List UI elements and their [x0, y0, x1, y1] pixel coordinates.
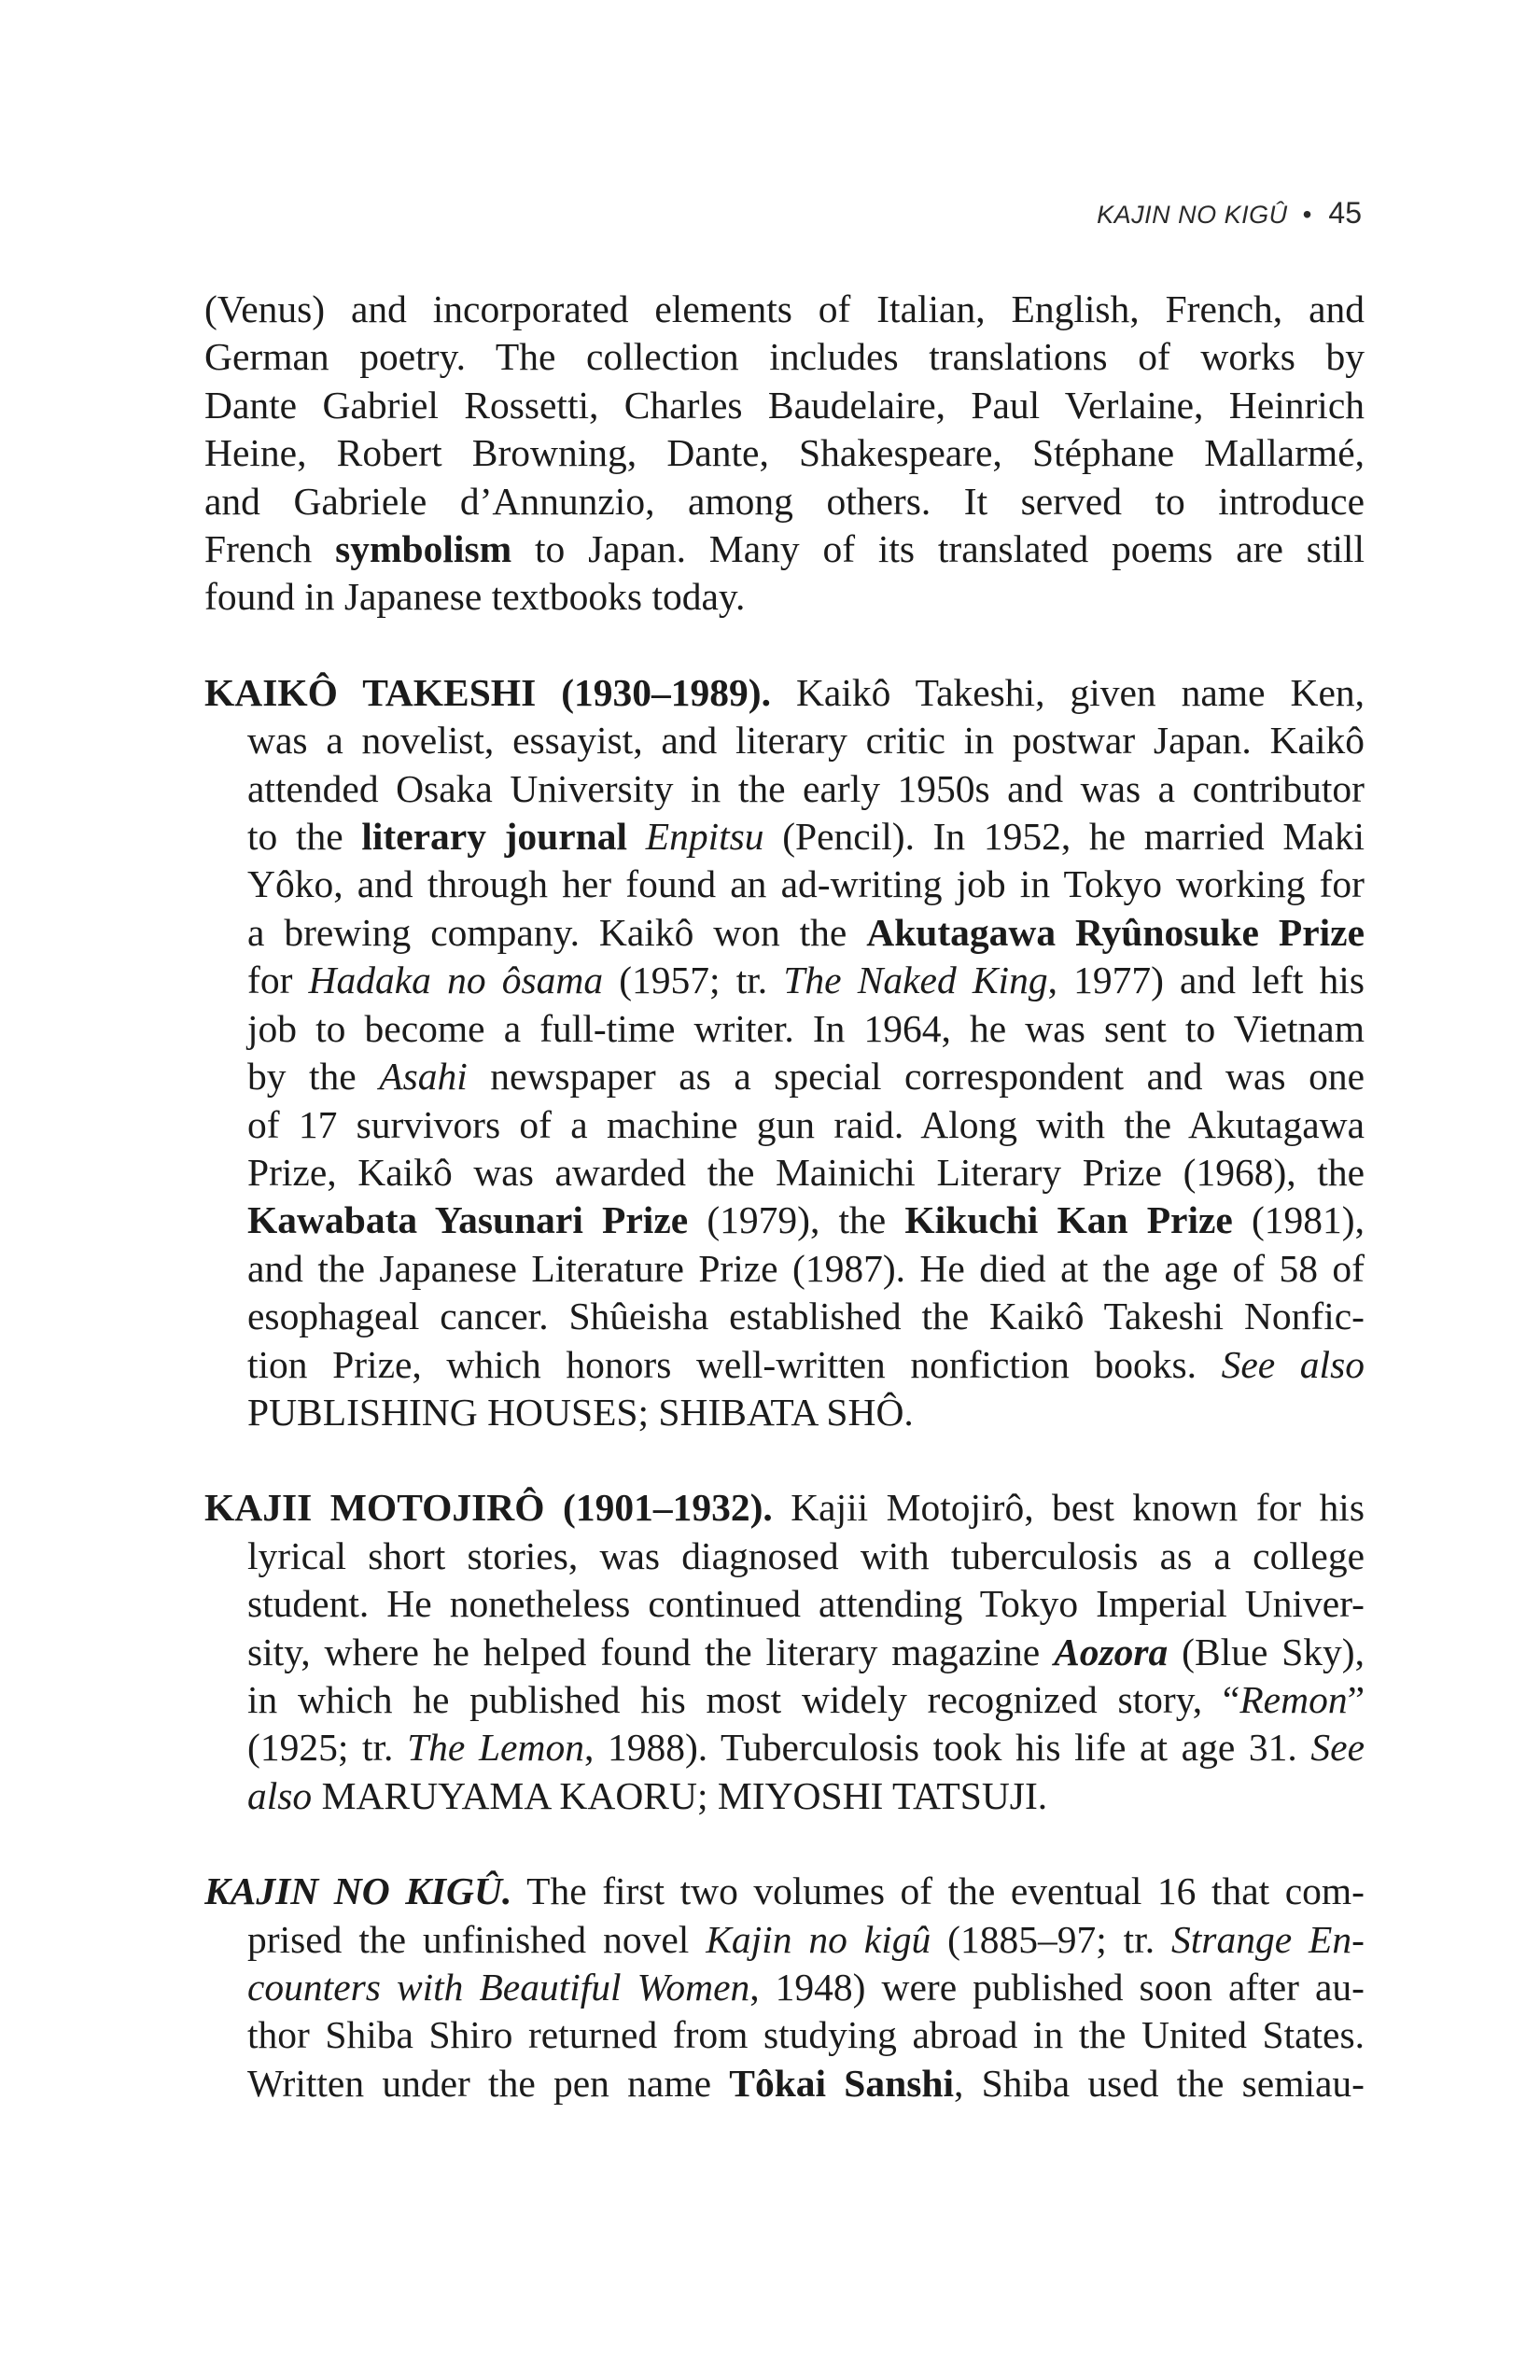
text-line — [204, 2011, 1365, 2059]
text-run: for — [247, 959, 309, 1002]
bold-term: KAJIN NO KIGÛ. — [204, 1869, 512, 1913]
text-run: (1979), the — [688, 1198, 905, 1242]
text-line — [204, 717, 1365, 764]
text-run: (1885–97; tr. — [931, 1917, 1172, 1961]
text-run: student. He nonetheless continued attending Tokyo Imperial Univer- — [247, 1582, 1365, 1626]
text-line — [204, 765, 1365, 813]
italic-title: also — [247, 1773, 313, 1817]
text-run: , 1948) were published soon after au- — [749, 1966, 1365, 2009]
text-line — [204, 286, 1365, 333]
text-run: Kaikô Takeshi, given name Ken, — [770, 670, 1365, 714]
text-line — [204, 957, 1365, 1004]
text-line — [204, 1868, 1365, 1915]
entry-kajii-motojiro — [204, 1484, 1365, 1820]
italic-title: Hadaka no ôsama — [308, 959, 604, 1002]
text-run: thor Shiba Shiro returned from studying abroad in the United States. — [247, 2013, 1365, 2057]
text-line — [204, 1053, 1365, 1100]
running-head — [1097, 194, 1362, 233]
text-line — [204, 1676, 1365, 1724]
text-run: Heine, Robert Browning, Dante, Shakespeare, Stéphane Mallarmé, — [204, 431, 1365, 475]
entry-kajin-no-kigu — [204, 1868, 1365, 2107]
text-line — [204, 813, 1365, 861]
text-run: (1957; tr. — [603, 959, 784, 1002]
entry-kaiko-takeshi — [204, 669, 1365, 1437]
text-line — [204, 1245, 1365, 1293]
text-run: newspaper as a special correspondent and was one — [467, 1055, 1365, 1099]
italic-title: See — [1310, 1726, 1365, 1770]
text-line — [204, 1101, 1365, 1149]
text-line — [204, 1341, 1365, 1389]
text-run: and Gabriele d’Annunzio, among others. It served to introduce — [204, 479, 1365, 523]
text-line — [204, 861, 1365, 908]
bold-term: symbolism — [335, 527, 512, 571]
text-line — [204, 1629, 1365, 1676]
text-run: attended Osaka University in the early 1950s and was a contributor — [247, 766, 1365, 810]
paragraph-gap — [204, 1436, 1365, 1484]
text-line — [204, 1149, 1365, 1197]
text-line — [204, 2060, 1365, 2107]
text-run: (Venus) and incorporated elements of Italian, English, French, and — [204, 287, 1365, 330]
text-run: was a novelist, essayist, and literary critic in postwar Japan. Kaikô — [247, 719, 1365, 763]
text-line — [204, 1916, 1365, 1964]
text-run: ” — [1347, 1677, 1365, 1721]
text-run: prised the unfinished novel — [247, 1917, 707, 1961]
text-run: Yôko, and through her found an ad-writing job in Tokyo working for — [247, 862, 1365, 906]
text-line — [204, 1197, 1365, 1244]
paragraph-gap — [204, 622, 1365, 669]
text-run: to Japan. Many of its translated poems are still — [511, 527, 1365, 571]
text-run: Dante Gabriel Rossetti, Charles Baudelaire, Paul Verlaine, Heinrich — [204, 383, 1365, 427]
text-run: esophageal cancer. Shûeisha established the Kaikô Takeshi Nonfic- — [247, 1295, 1365, 1338]
text-run: of 17 survivors of a machine gun raid. Along with the Akutagawa — [247, 1102, 1365, 1146]
text-line — [204, 1005, 1365, 1053]
text-line — [204, 1772, 1365, 1820]
text-run: lyrical short stories, was diagnosed with tuberculosis as a college — [247, 1533, 1365, 1577]
running-head-bullet: • — [1302, 200, 1312, 229]
text-line — [204, 1389, 1365, 1436]
text-line — [204, 1964, 1365, 2011]
paragraph-gap — [204, 1820, 1365, 1868]
text-run: , 1977) and left his — [1047, 959, 1365, 1002]
italic-title: The Naked King — [783, 959, 1048, 1002]
italic-title: Kajin no kigû — [706, 1917, 931, 1961]
text-line — [204, 525, 1365, 573]
text-line — [204, 333, 1365, 381]
text-run: to the — [247, 815, 362, 859]
text-run: (1925; tr. — [247, 1726, 408, 1770]
italic-title: The Lemon — [407, 1726, 584, 1770]
text-line — [204, 573, 1365, 621]
text-run: PUBLISHING HOUSES; SHIBATA SHÔ. — [247, 1390, 914, 1434]
bold-term: KAJII MOTOJIRÔ (1901–1932). — [204, 1486, 773, 1530]
text-line — [204, 478, 1365, 525]
bold-term: Tôkai Sanshi — [729, 2061, 954, 2105]
text-run: (Pencil). In 1952, he married Maki — [763, 815, 1365, 859]
text-line — [204, 429, 1365, 477]
text-line — [204, 1580, 1365, 1628]
page-number: 45 — [1328, 196, 1362, 230]
text-run: , 1988). Tuberculosis took his life at age 31. — [583, 1726, 1311, 1770]
text-run: German poetry. The collection includes translations of works by — [204, 335, 1365, 379]
bold-term: literary journal — [361, 815, 628, 859]
text-run: sity, where he helped found the literary magazine — [247, 1630, 1055, 1673]
italic-title: See also — [1221, 1342, 1365, 1386]
bold-term: Kikuchi Kan Prize — [904, 1198, 1233, 1242]
bold-term: Kawabata Yasunari Prize — [247, 1198, 689, 1242]
text-run: tion Prize, which honors well-written nonfiction books. — [247, 1342, 1222, 1386]
text-run: in which he published his most widely recognized story, “ — [247, 1677, 1240, 1721]
text-run: French — [204, 527, 336, 571]
text-line — [204, 1533, 1365, 1580]
text-run: a brewing company. Kaikô won the — [247, 910, 867, 954]
text-run: (Blue Sky), — [1168, 1630, 1365, 1673]
text-line — [204, 382, 1365, 429]
italic-title: Enpitsu — [645, 815, 764, 859]
text-run: , Shiba used the semiau- — [953, 2061, 1365, 2105]
text-run: Kajii Motojirô, best known for his — [772, 1486, 1365, 1530]
text-run: The first two volumes of the eventual 16 that com- — [511, 1869, 1365, 1913]
italic-title: Strange En- — [1171, 1917, 1365, 1961]
running-head-title: KAJIN NO KIGÛ — [1097, 201, 1288, 229]
text-run: MARUYAMA KAORU; MIYOSHI TATSUJI. — [312, 1773, 1048, 1817]
italic-title: Remon — [1239, 1677, 1348, 1721]
text-run: job to become a full-time writer. In 1964, he was sent to Vietnam — [247, 1006, 1365, 1050]
text-run: (1981), — [1232, 1198, 1365, 1242]
text-run: and the Japanese Literature Prize (1987). He died at the age of 58 of — [247, 1246, 1365, 1290]
text-run: Prize, Kaikô was awarded the Mainichi Literary Prize (1968), the — [247, 1150, 1365, 1194]
text-run: Written under the pen name — [247, 2061, 730, 2105]
bold-term: KAIKÔ TAKESHI (1930–1989). — [204, 670, 771, 714]
body-text — [204, 286, 1365, 2107]
text-line — [204, 1484, 1365, 1532]
text-run: by the — [247, 1055, 380, 1099]
text-run — [627, 815, 646, 858]
bold-term: Akutagawa Ryûnosuke Prize — [866, 910, 1365, 954]
text-line — [204, 1724, 1365, 1771]
bold-term: Aozora — [1054, 1630, 1169, 1673]
italic-title: Asahi — [379, 1055, 468, 1099]
text-line — [204, 1293, 1365, 1340]
entry-venus-continuation — [204, 286, 1365, 622]
text-run: found in Japanese textbooks today. — [204, 575, 746, 619]
text-line — [204, 909, 1365, 957]
text-line — [204, 669, 1365, 717]
italic-title: counters with Beautiful Women — [247, 1966, 750, 2009]
